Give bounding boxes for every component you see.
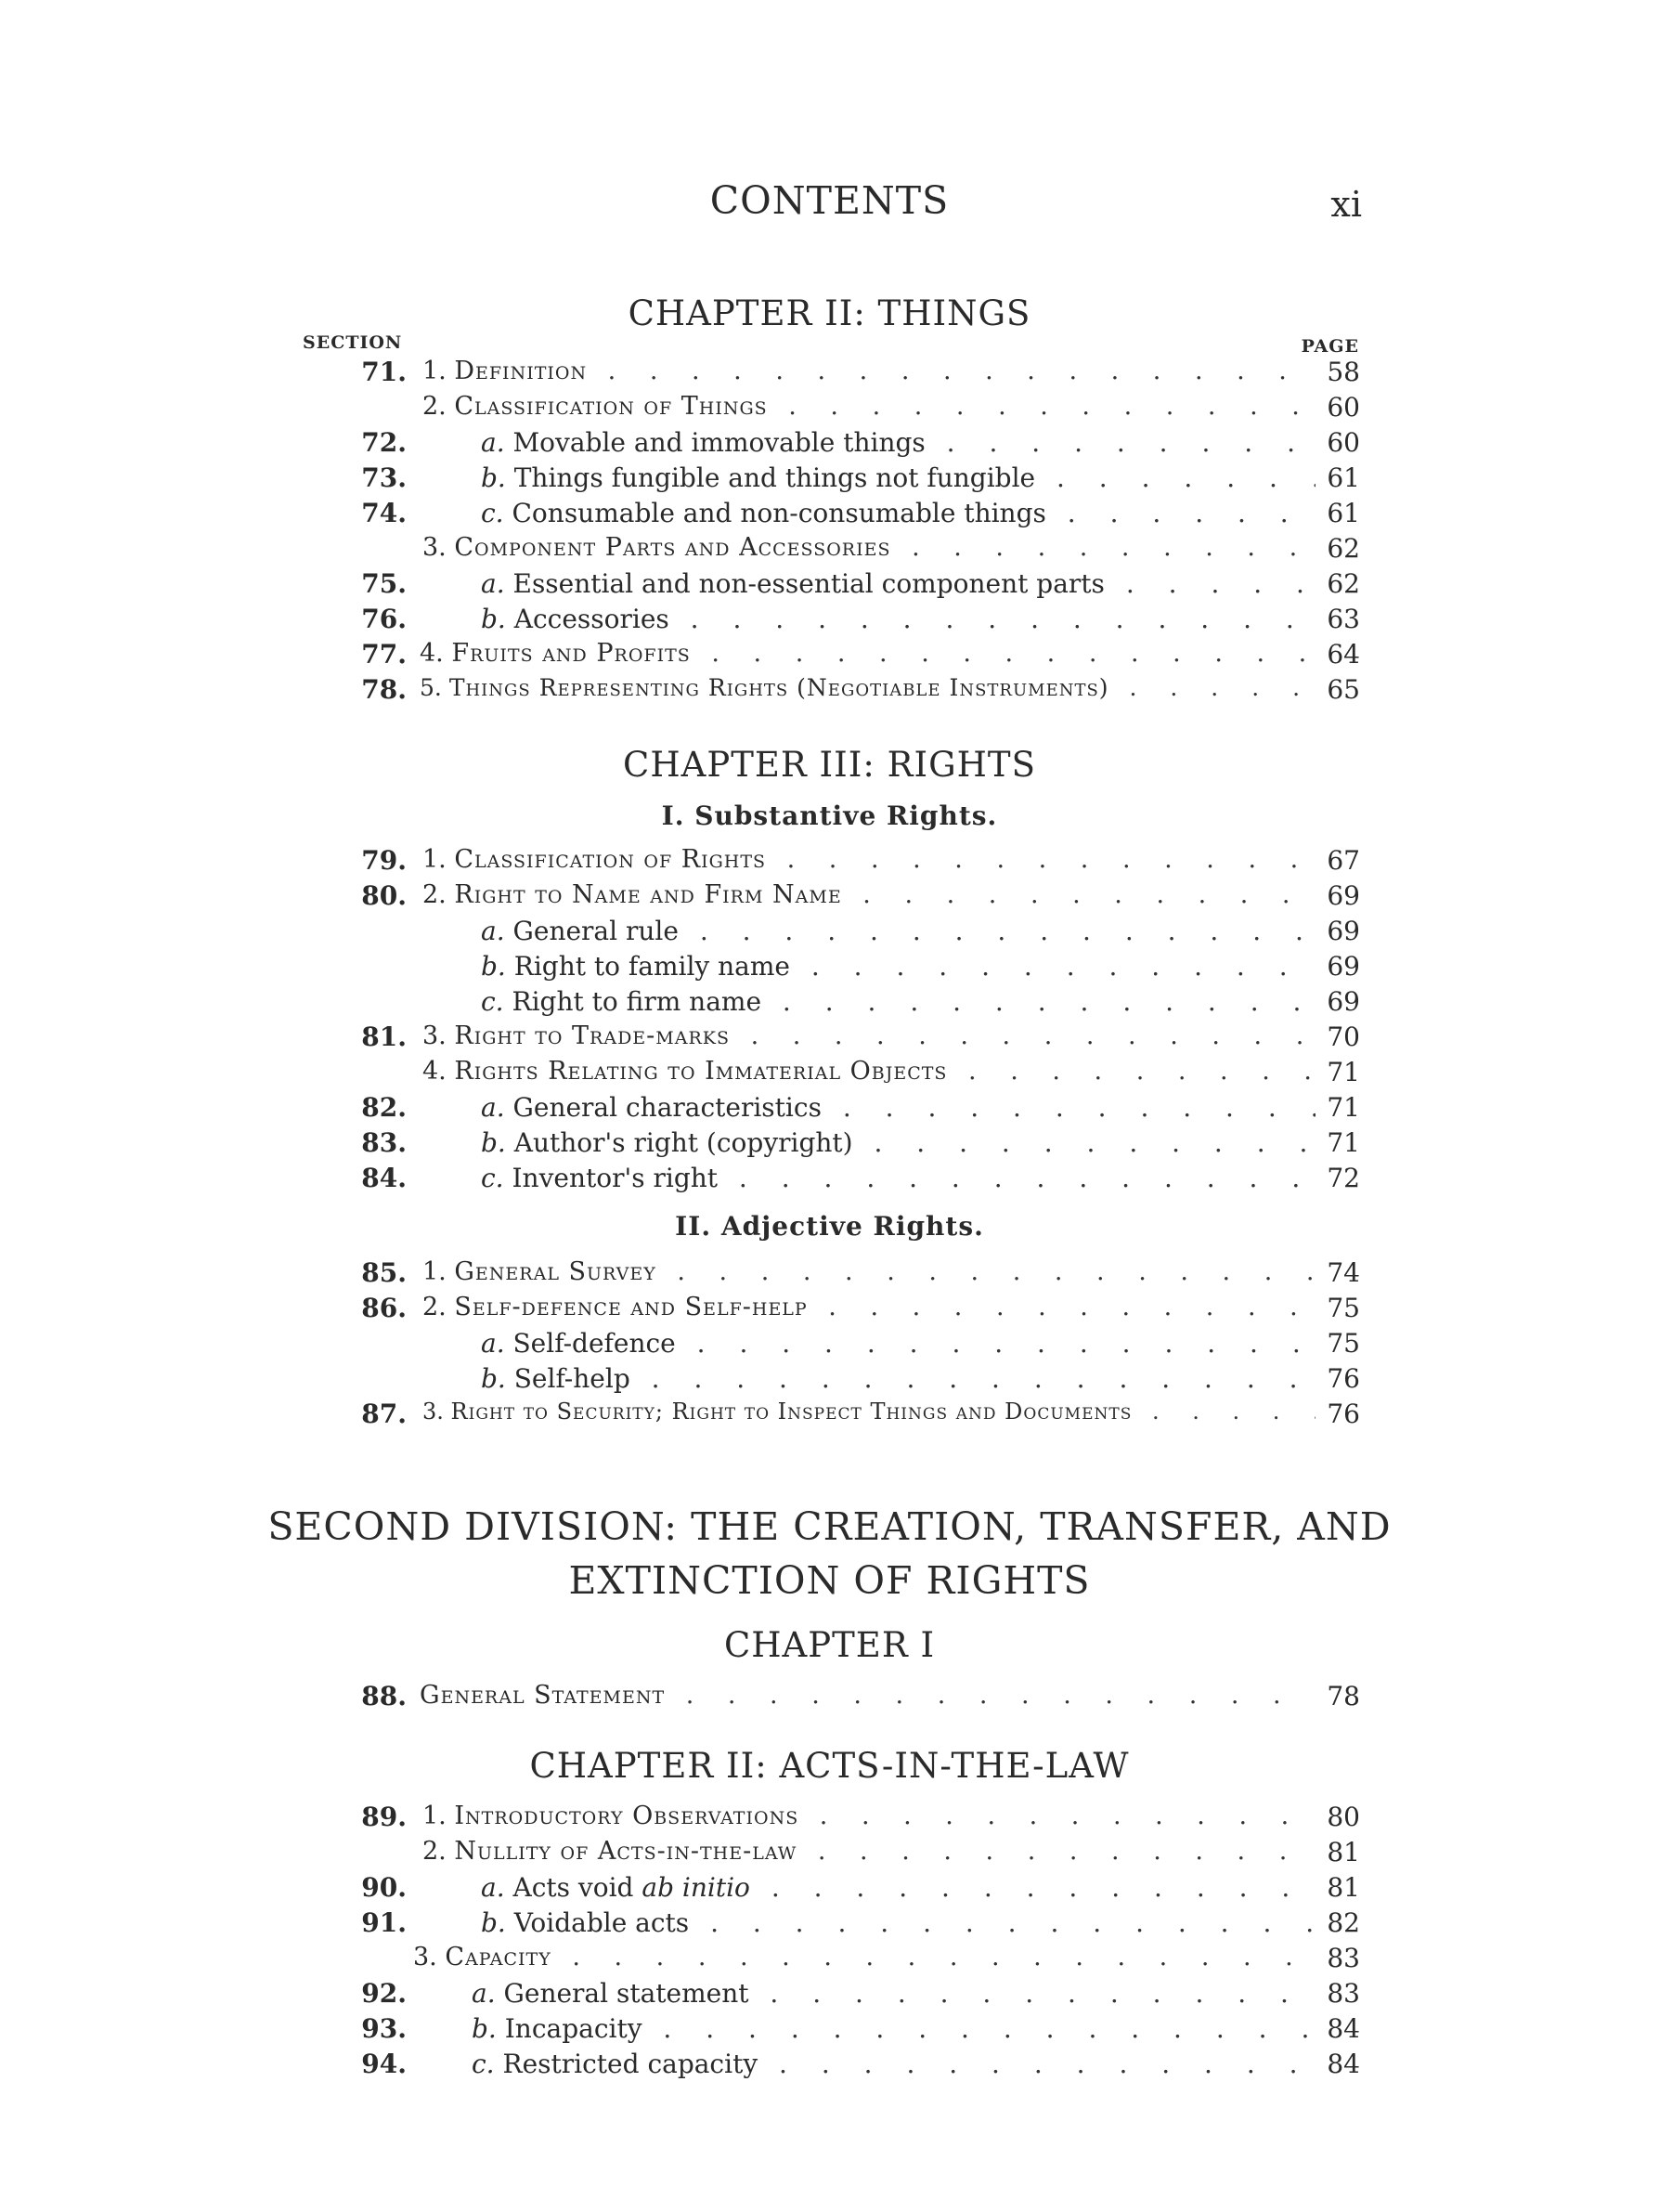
entry-title: c. Consumable and non-consumable things . . . <box>481 498 1316 528</box>
page-ref: 61 <box>1316 462 1360 493</box>
toc-row <box>0 1092 1659 1127</box>
toc-row <box>0 568 1659 604</box>
entry-title: c. Right to firm name . . . <box>481 986 1316 1017</box>
entry-title: a. Acts void ab initio . . . <box>481 1872 1316 1903</box>
section-number: 83. <box>361 1127 407 1158</box>
page-ref: 84 <box>1316 2013 1360 2044</box>
entry-title: b. Things fungible and things not fungible . . . <box>481 462 1316 493</box>
page-title: CONTENTS <box>709 178 950 223</box>
page-ref: 81 <box>1316 1872 1360 1903</box>
toc-row <box>0 1802 1659 1837</box>
page-ref: 64 <box>1316 639 1360 670</box>
entry-title: 1. Definition . . . <box>422 357 1316 385</box>
page-ref: 69 <box>1316 916 1360 946</box>
chapter-title-things: CHAPTER II: THINGS <box>628 293 1031 333</box>
toc-row <box>0 357 1659 392</box>
entry-title: 3. Capacity . . . <box>413 1943 1316 1971</box>
page-ref: 67 <box>1316 845 1360 876</box>
section-number: 75. <box>361 568 407 599</box>
toc-row <box>0 2013 1659 2049</box>
toc-row <box>0 845 1659 880</box>
page-ref: 62 <box>1316 533 1360 564</box>
entry-title: 3. Component Parts and Accessories . . . <box>422 533 1316 562</box>
entry-title: 2. Right to Name and Firm Name . . . <box>422 880 1316 909</box>
entry-title: a. Essential and non-essential component parts . . . <box>481 568 1316 599</box>
entry-title: b. Incapacity . . . <box>472 2013 1316 2044</box>
entry-title: 1. General Survey . . . <box>422 1257 1316 1286</box>
section-number: 73. <box>361 462 407 493</box>
toc-row <box>0 1399 1659 1434</box>
section-column-label: SECTION <box>303 332 403 353</box>
section-number: 88. <box>361 1681 407 1711</box>
toc-row <box>0 392 1659 427</box>
toc-row <box>0 1021 1659 1057</box>
entry-title: 1. Introductory Observations . . . <box>422 1802 1316 1830</box>
toc-row <box>0 880 1659 916</box>
page-ref: 83 <box>1316 1978 1360 2009</box>
section-number: 84. <box>361 1163 407 1193</box>
page-ref: 80 <box>1316 1802 1360 1832</box>
page-ref: 58 <box>1316 357 1360 387</box>
page-ref: 63 <box>1316 604 1360 634</box>
page-ref: 71 <box>1316 1127 1360 1158</box>
page-ref: 60 <box>1316 392 1360 423</box>
page-ref: 65 <box>1316 674 1360 705</box>
page-column-label: PAGE <box>1301 336 1359 357</box>
page-ref: 60 <box>1316 427 1360 458</box>
toc-row <box>0 604 1659 639</box>
chapter-title-general: CHAPTER I <box>723 1625 936 1665</box>
entry-title: General Statement . . . <box>420 1681 1316 1710</box>
section-number: 90. <box>361 1872 407 1903</box>
toc-row <box>0 1363 1659 1399</box>
toc-row <box>0 916 1659 951</box>
page-ref: 81 <box>1316 1837 1360 1867</box>
entry-title: 2. Classification of Things . . . <box>422 392 1316 421</box>
page-ref: 71 <box>1316 1092 1360 1123</box>
entry-title: a. Self-defence . . . <box>481 1328 1316 1359</box>
toc-row <box>0 1978 1659 2013</box>
division-title-line1: SECOND DIVISION: THE CREATION, TRANSFER, AND <box>267 1504 1392 1549</box>
division-title-line2: EXTINCTION OF RIGHTS <box>568 1558 1091 1603</box>
page-ref: 62 <box>1316 568 1360 599</box>
section-number: 76. <box>361 604 407 634</box>
entry-title: a. Movable and immovable things . . . <box>481 427 1316 458</box>
entry-title: b. Right to family name . . . <box>481 951 1316 982</box>
toc-row <box>0 1127 1659 1163</box>
chapter-title-rights: CHAPTER III: RIGHTS <box>623 745 1036 785</box>
page-ref: 70 <box>1316 1021 1360 1052</box>
page-ref: 69 <box>1316 880 1360 911</box>
toc-row <box>0 1328 1659 1363</box>
page-ref: 61 <box>1316 498 1360 528</box>
entry-title: 4. Fruits and Profits . . . <box>420 639 1316 668</box>
entry-title: b. Voidable acts . . . <box>481 1907 1316 1938</box>
page-ref: 83 <box>1316 1943 1360 1973</box>
section-number: 91. <box>361 1907 407 1938</box>
toc-row <box>0 498 1659 533</box>
entry-title: c. Restricted capacity . . . <box>472 2049 1316 2079</box>
section-number: 79. <box>361 845 407 876</box>
toc-row <box>0 1681 1659 1716</box>
toc-row <box>0 1907 1659 1943</box>
subheading-substantive: I. Substantive Rights. <box>661 800 998 831</box>
section-number: 93. <box>361 2013 407 2044</box>
page-ref: 76 <box>1316 1399 1360 1429</box>
section-number: 71. <box>361 357 407 387</box>
page-ref: 82 <box>1316 1907 1360 1938</box>
entry-title: b. Self-help . . . <box>481 1363 1316 1394</box>
section-number: 74. <box>361 498 407 528</box>
section-number: 87. <box>361 1399 407 1429</box>
entry-title: 2. Nullity of Acts-in-the-law . . . <box>422 1837 1316 1866</box>
section-number: 80. <box>361 880 407 911</box>
page-number: xi <box>1330 184 1362 225</box>
toc-row <box>0 674 1659 709</box>
entry-title: 2. Self-defence and Self-help . . . <box>422 1293 1316 1321</box>
section-number: 81. <box>361 1021 407 1052</box>
page-ref: 74 <box>1316 1257 1360 1288</box>
section-number: 82. <box>361 1092 407 1123</box>
page-ref: 71 <box>1316 1057 1360 1087</box>
page-ref: 69 <box>1316 986 1360 1017</box>
toc-row <box>0 1872 1659 1907</box>
entry-title: 5. Things Representing Rights (Negotiable Instruments) . . . <box>420 674 1316 701</box>
page-ref: 78 <box>1316 1681 1360 1711</box>
page-ref: 76 <box>1316 1363 1360 1394</box>
section-number: 86. <box>361 1293 407 1323</box>
subheading-adjective: II. Adjective Rights. <box>675 1211 984 1242</box>
entry-title: b. Author's right (copyright) . . . <box>481 1127 1316 1158</box>
toc-row <box>0 1837 1659 1872</box>
toc-row <box>0 1163 1659 1198</box>
page-ref: 69 <box>1316 951 1360 982</box>
entry-title: b. Accessories . . . <box>481 604 1316 634</box>
chapter-title-acts: CHAPTER II: ACTS-IN-THE-LAW <box>529 1746 1130 1786</box>
entry-title: 3. Right to Security; Right to Inspect Things and Documents . . . <box>422 1399 1316 1425</box>
section-number: 89. <box>361 1802 407 1832</box>
entry-title: a. General statement . . . <box>472 1978 1316 2009</box>
page-ref: 75 <box>1316 1293 1360 1323</box>
page-ref: 72 <box>1316 1163 1360 1193</box>
running-head <box>0 178 1659 234</box>
entry-title: 4. Rights Relating to Immaterial Objects . . . <box>422 1057 1316 1086</box>
toc-row <box>0 533 1659 568</box>
section-number: 85. <box>361 1257 407 1288</box>
toc-row <box>0 427 1659 462</box>
toc-row <box>0 1057 1659 1092</box>
section-number: 77. <box>361 639 407 670</box>
toc-row <box>0 1257 1659 1293</box>
toc-row <box>0 2049 1659 2084</box>
toc-row <box>0 1293 1659 1328</box>
section-number: 78. <box>361 674 407 705</box>
page-ref: 84 <box>1316 2049 1360 2079</box>
toc-row <box>0 986 1659 1021</box>
toc-row <box>0 951 1659 986</box>
toc-row <box>0 639 1659 674</box>
entry-title: a. General rule . . . <box>481 916 1316 946</box>
entry-title: 3. Right to Trade-marks . . . <box>422 1021 1316 1050</box>
entry-title: 1. Classification of Rights . . . <box>422 845 1316 874</box>
toc-row <box>0 1943 1659 1978</box>
section-number: 94. <box>361 2049 407 2079</box>
page-ref: 75 <box>1316 1328 1360 1359</box>
section-number: 92. <box>361 1978 407 2009</box>
entry-title: a. General characteristics . . . <box>481 1092 1316 1123</box>
section-number: 72. <box>361 427 407 458</box>
toc-row <box>0 462 1659 498</box>
entry-title: c. Inventor's right . . . <box>481 1163 1316 1193</box>
